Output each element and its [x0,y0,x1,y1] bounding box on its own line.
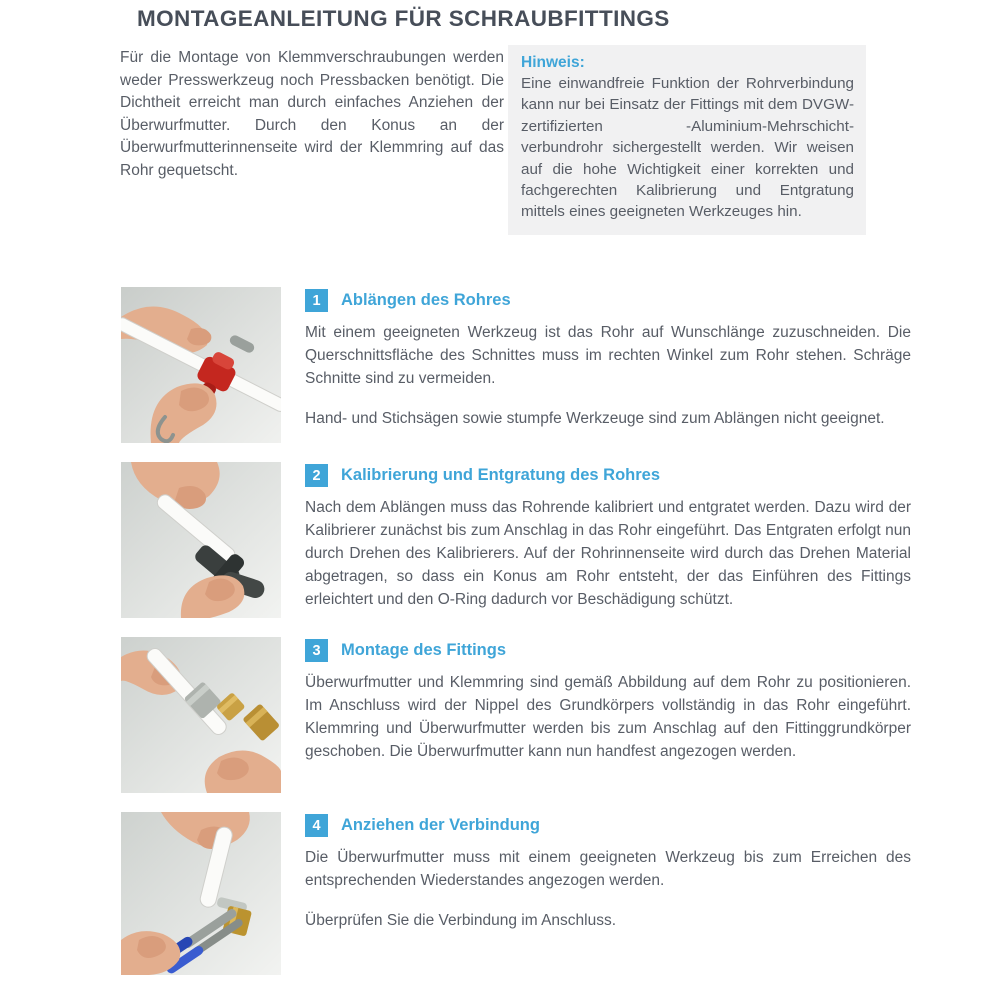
step-2-paragraph-1: Nach dem Ablängen muss das Rohrende kalibriert und entgratet werden. Dazu wird der Kalibrierer zunächst bis zum Anschlag in das Rohr eingeführt. Das Entgraten erfolgt nun durch Drehen des Kalibrierers. Auf der Rohrinnenseite wird durch das Drehen Material abgetragen, so dass ein Konus am Rohr entsteht, der das Einführen des Fittings erleichtert und den O-Ring dadurch vor Beschädigung schützt. [305,499,911,608]
step-1-header [305,289,911,312]
pipe-calibration-illustration [121,462,281,618]
step-3-section [121,637,911,793]
step-2-header [305,464,911,487]
step-4-title: Anziehen der Verbindung [341,816,540,834]
step-2-title: Kalibrierung und Entgratung des Rohres [341,466,661,484]
intro-paragraph: Für die Montage von Klemmverschraubungen werden weder Presswerkzeug noch Pressbacken benötigt. Die Dichtheit erreicht man durch einfaches Anziehen der Überwurfmutter. Durch den Konus an der Überwurfmutterinnenseite wird der Klemmring auf das Rohr gequetscht. [120,49,504,179]
step-1-number-badge: 1 [305,289,328,312]
pipe-calibration-photo [121,462,281,618]
step-2-content [305,462,911,618]
pipe-cutting-photo [121,287,281,443]
step-4-paragraph-1: Die Überwurfmutter muss mit einem geeigneten Werkzeug bis zum Erreichen des entsprechenden Wiederstandes angezogen werden. [305,849,911,889]
step-1-paragraph-2: Hand- und Stichsägen sowie stumpfe Werkzeuge sind zum Ablängen nicht geeignet. [305,410,885,427]
tightening-illustration [121,812,281,975]
hinweis-box [508,45,866,235]
step-3-content [305,637,911,793]
hinweis-label: Hinweis: [521,54,585,71]
step-1-paragraph-1: Mit einem geeigneten Werkzeug ist das Rohr auf Wunschlänge zuzuschneiden. Die Querschnittsfläche des Schnittes muss im rechten Winkel zum Rohr stehen. Schräge Schnitte sind zu vermeiden. [305,324,911,387]
pipe-cutting-illustration [121,287,281,443]
step-3-header [305,639,911,662]
step-2-number-badge: 2 [305,464,328,487]
step-3-number-badge: 3 [305,639,328,662]
tightening-photo [121,812,281,975]
step-1-section [121,287,911,443]
hinweis-text: Eine einwandfreie Funktion der Rohrverbindung kann nur bei Einsatz der Fittings mit dem DVGW-zertifizierten -Aluminium-Mehrschichtverbundrohr sichergestellt werden. Wir weisen auf die hohe Wichtigkeit einer korrekten und fachgerechten Kalibrierung und Entgratung mittels eines geeigneten Werkzeuges hin. [521,75,854,221]
fitting-assembly-photo [121,637,281,793]
step-4-section [121,812,911,975]
fitting-assembly-illustration [121,637,281,793]
page-title: MONTAGEANLEITUNG FÜR SCHRAUBFITTINGS [137,6,670,31]
step-1-title: Ablängen des Rohres [341,291,511,309]
step-4-header [305,814,911,837]
step-3-paragraph-1: Überwurfmutter und Klemmring sind gemäß Abbildung auf dem Rohr zu positionieren. Im Anschluss wird der Nippel des Grundkörpers vollständig in das Rohr eingeführt. Klemmring und Überwurfmutter werden bis zum Anschlag auf den Fittinggrundkörper geschoben. Die Überwurfmutter kann nun handfest angezogen werden. [305,674,911,760]
step-1-content [305,287,911,443]
step-4-number-badge: 4 [305,814,328,837]
step-4-paragraph-2: Überprüfen Sie die Verbindung im Anschluss. [305,912,617,929]
step-2-section [121,462,911,618]
step-3-title: Montage des Fittings [341,641,506,659]
step-4-content [305,812,911,975]
